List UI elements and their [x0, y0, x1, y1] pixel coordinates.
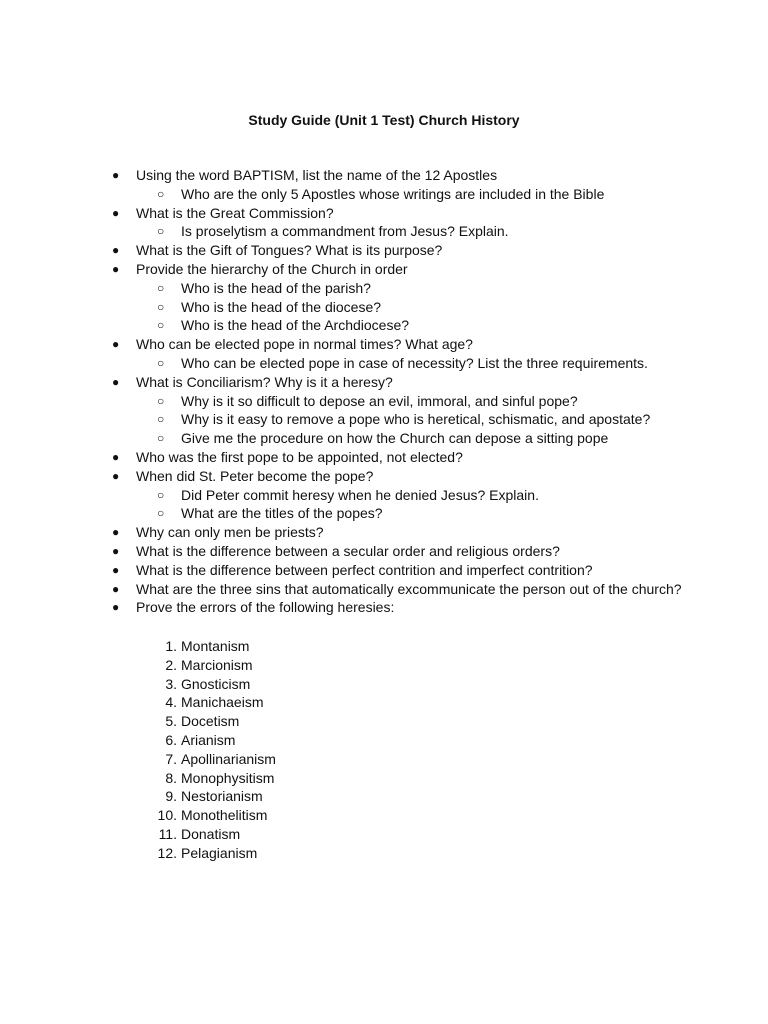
- outline-item-text: Using the word BAPTISM, list the name of the 12 Apostles: [136, 167, 498, 183]
- heresy-name: Apollinarianism: [181, 750, 276, 767]
- outline-subitem-text: Did Peter commit heresy when he denied Jesus? Explain.: [181, 486, 539, 503]
- heresy-number: 3.: [165, 675, 177, 692]
- bullet-icon: ●: [112, 449, 120, 464]
- outline-subitem-text: Give me the procedure on how the Church can depose a sitting pope: [181, 430, 609, 447]
- bullet-icon: ●: [112, 243, 120, 258]
- outline-item: [0, 335, 768, 354]
- heresy-item: [0, 656, 768, 675]
- heresy-number: 8.: [165, 769, 177, 786]
- outline-item-text: Who was the first pope to be appointed, not elected?: [136, 448, 463, 465]
- heresy-number: 2.: [165, 656, 177, 673]
- question-outline: [0, 166, 768, 617]
- heresy-name: Arianism: [181, 731, 236, 748]
- heresy-name: Donatism: [181, 825, 241, 842]
- heresy-item: [0, 825, 768, 844]
- circle-bullet-icon: ○: [157, 299, 165, 314]
- outline-item: [0, 166, 768, 185]
- heresy-name: Pelagianism: [181, 844, 258, 861]
- outline-subitem-text: Is proselytism a commandment from Jesus? Explain.: [181, 223, 509, 240]
- outline-subitem: [0, 279, 768, 298]
- outline-subitem-text: Why is it so difficult to depose an evil, immoral, and sinful pope?: [181, 392, 578, 409]
- outline-item: [0, 204, 768, 223]
- bullet-icon: ●: [112, 468, 120, 483]
- heresy-name: Monophysitism: [181, 769, 275, 786]
- outline-subitem: [0, 298, 768, 317]
- outline-subitem-text: What are the titles of the popes?: [181, 505, 383, 522]
- outline-item-text: What is the difference between perfect contrition and imperfect contrition?: [136, 561, 593, 578]
- bullet-icon: ●: [112, 374, 120, 389]
- outline-item-text: Provide the hierarchy of the Church in order: [136, 260, 408, 277]
- heresy-item: [0, 769, 768, 788]
- outline-subitem-text: Who is the head of the diocese?: [181, 298, 382, 315]
- heresy-number: 11.: [158, 825, 177, 842]
- bullet-icon: ●: [112, 581, 120, 596]
- heresy-item: [0, 675, 768, 694]
- outline-subitem-text: Who is the head of the Archdiocese?: [181, 317, 410, 334]
- outline-item: [0, 448, 768, 467]
- heresy-list: [0, 637, 768, 863]
- heresy-item: [0, 787, 768, 806]
- outline-item: [0, 523, 768, 542]
- outline-item-text: Who can be elected pope in normal times? What age?: [136, 336, 473, 353]
- heresy-name: Nestorianism: [181, 788, 263, 805]
- heresy-number: 9.: [165, 788, 177, 805]
- outline-subitem-text: Why is it easy to remove a pope who is heretical, schismatic, and apostate?: [181, 411, 651, 428]
- outline-item-text: What are the three sins that automatically excommunicate the person out of the church?: [136, 580, 682, 597]
- bullet-icon: ●: [112, 261, 120, 276]
- outline-subitem: [0, 486, 768, 505]
- outline-item-text: What is the difference between a secular order and religious orders?: [136, 542, 560, 559]
- bullet-icon: ●: [112, 543, 120, 558]
- outline-item: [0, 260, 768, 279]
- heresy-number: 5.: [165, 713, 177, 730]
- outline-item-text: When did St. Peter become the pope?: [136, 467, 374, 484]
- heresy-number: 4.: [165, 694, 177, 711]
- heresy-number: 10.: [157, 807, 177, 824]
- outline-subitem-text: Who are the only 5 Apostles whose writings are included in the Bible: [181, 185, 605, 202]
- outline-subitem: [0, 354, 768, 373]
- heresy-number: 6.: [165, 731, 177, 748]
- page-title: Study Guide (Unit 1 Test) Church History: [248, 112, 520, 128]
- heresy-item: [0, 806, 768, 825]
- outline-item-text: Prove the errors of the following heresies:: [136, 599, 395, 616]
- outline-subitem: [0, 429, 768, 448]
- bullet-icon: ●: [112, 205, 120, 220]
- outline-subitem: [0, 185, 768, 204]
- circle-bullet-icon: ○: [157, 412, 165, 427]
- circle-bullet-icon: ○: [157, 487, 165, 502]
- outline-subitem-text: Who is the head of the parish?: [181, 279, 371, 296]
- circle-bullet-icon: ○: [157, 318, 165, 333]
- outline-item: [0, 542, 768, 561]
- outline-item-text: What is the Gift of Tongues? What is its purpose?: [136, 242, 443, 259]
- heresy-item: [0, 637, 768, 656]
- heresy-number: 12.: [157, 844, 177, 861]
- heresy-name: Monothelitism: [181, 807, 268, 824]
- outline-item-text: Why can only men be priests?: [136, 524, 324, 541]
- heresy-name: Montanism: [181, 638, 250, 654]
- outline-subitem: [0, 504, 768, 523]
- outline-item: [0, 241, 768, 260]
- circle-bullet-icon: ○: [157, 186, 165, 201]
- outline-subitem-text: Who can be elected pope in case of necessity? List the three requirements.: [181, 354, 648, 371]
- circle-bullet-icon: ○: [157, 224, 165, 239]
- outline-subitem: [0, 316, 768, 335]
- outline-item: [0, 580, 768, 599]
- bullet-icon: ●: [112, 525, 120, 540]
- circle-bullet-icon: ○: [157, 431, 165, 446]
- heresy-name: Docetism: [181, 713, 240, 730]
- outline-subitem: [0, 392, 768, 411]
- heresy-name: Manichaeism: [181, 694, 264, 711]
- outline-subitem: [0, 410, 768, 429]
- heresy-item: [0, 712, 768, 731]
- heresy-item: [0, 750, 768, 769]
- heresy-name: Gnosticism: [181, 675, 251, 692]
- heresy-item: [0, 693, 768, 712]
- outline-item-text: What is Conciliarism? Why is it a heresy?: [136, 373, 393, 390]
- bullet-icon: ●: [112, 562, 120, 577]
- heresy-item: [0, 844, 768, 863]
- outline-item: [0, 598, 768, 617]
- outline-item: [0, 467, 768, 486]
- bullet-icon: ●: [112, 600, 120, 615]
- outline-item: [0, 561, 768, 580]
- outline-subitem: [0, 222, 768, 241]
- outline-item-text: What is the Great Commission?: [136, 204, 334, 221]
- heresy-number: 7.: [165, 750, 177, 767]
- circle-bullet-icon: ○: [157, 355, 165, 370]
- circle-bullet-icon: ○: [157, 393, 165, 408]
- heresy-number: 1.: [165, 638, 177, 654]
- outline-item: [0, 373, 768, 392]
- circle-bullet-icon: ○: [157, 506, 165, 521]
- bullet-icon: ●: [112, 168, 120, 182]
- heresy-item: [0, 731, 768, 750]
- heresy-name: Marcionism: [181, 656, 253, 673]
- circle-bullet-icon: ○: [157, 280, 165, 295]
- bullet-icon: ●: [112, 337, 120, 352]
